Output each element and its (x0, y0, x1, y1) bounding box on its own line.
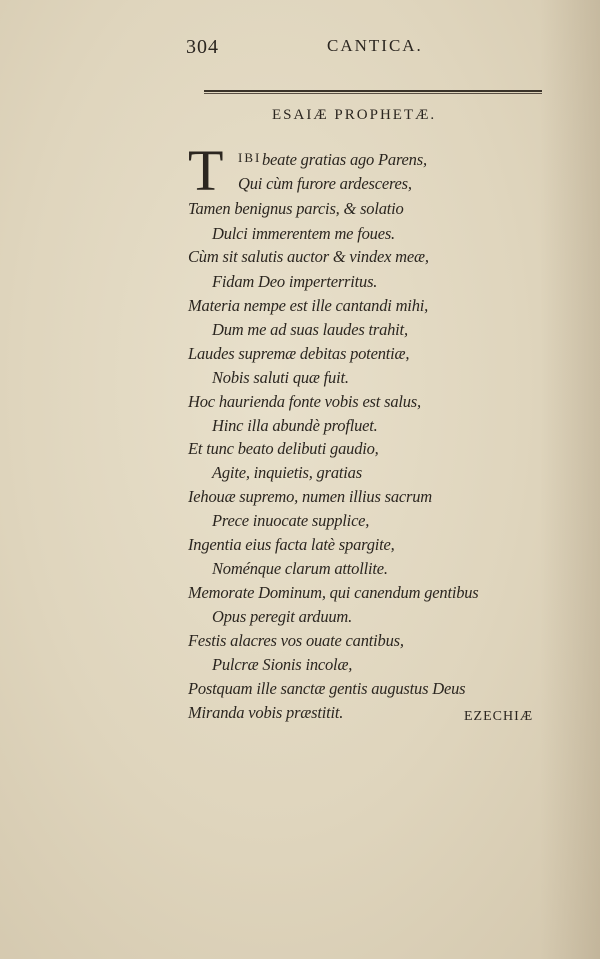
poem-line: Hoc haurienda fonte vobis est salus, (188, 392, 421, 411)
page-edge-shadow (540, 0, 600, 959)
poem-line: Fidam Deo imperterritus. (212, 272, 378, 291)
running-head: CANTICA. (327, 36, 423, 55)
poem-line: Qui cùm furore ardesceres, (238, 174, 412, 193)
poem-line: Et tunc beato delibuti gaudio, (188, 439, 379, 458)
poem-line: Nobis saluti quæ fuit. (212, 368, 349, 387)
drop-cap: T (188, 138, 224, 203)
first-word: IBI (238, 150, 262, 165)
poem-line: Memorate Dominum, qui canendum gentibus (188, 583, 479, 602)
poem-line: Hinc illa abundè profluet. (212, 416, 378, 435)
poem-line: Ingentia eius facta latè spargite, (188, 535, 395, 554)
poem-line: Miranda vobis præstitit. (188, 703, 344, 722)
poem-line: Prece inuocate supplice, (212, 511, 370, 530)
poem-line: Tamen benignus parcis, & solatio (188, 199, 404, 218)
poem-line: Laudes supremæ debitas potentiæ, (188, 344, 410, 363)
poem-line: Agite, inquietis, gratias (212, 463, 362, 482)
header-rule-thin (204, 93, 542, 94)
poem-line: Cùm sit salutis auctor & vindex meæ, (188, 247, 429, 266)
poem-line: Opus peregit arduum. (212, 607, 353, 626)
poem-line: Materia nempe est ille cantandi mihi, (188, 296, 429, 315)
poem-line: Noménque clarum attollite. (212, 559, 388, 578)
page-number: 304 (186, 36, 219, 58)
poem-line: Dum me ad suas laudes trahit, (212, 320, 408, 339)
section-title: ESAIÆ PROPHETÆ. (272, 107, 437, 123)
poem-line: Dulci immerentem me foues. (212, 224, 395, 243)
poem-line: beate gratias ago Parens, (262, 150, 427, 169)
poem-line: Festis alacres vos ouate cantibus, (188, 631, 404, 650)
poem-line: Pulcræ Sionis incolæ, (212, 655, 353, 674)
header-rule (204, 90, 542, 92)
poem-line: Postquam ille sanctæ gentis augustus Deus (188, 679, 466, 698)
poem-line: Iehouæ supremo, numen illius sacrum (188, 487, 432, 506)
catchword: EZECHIÆ (464, 709, 534, 724)
